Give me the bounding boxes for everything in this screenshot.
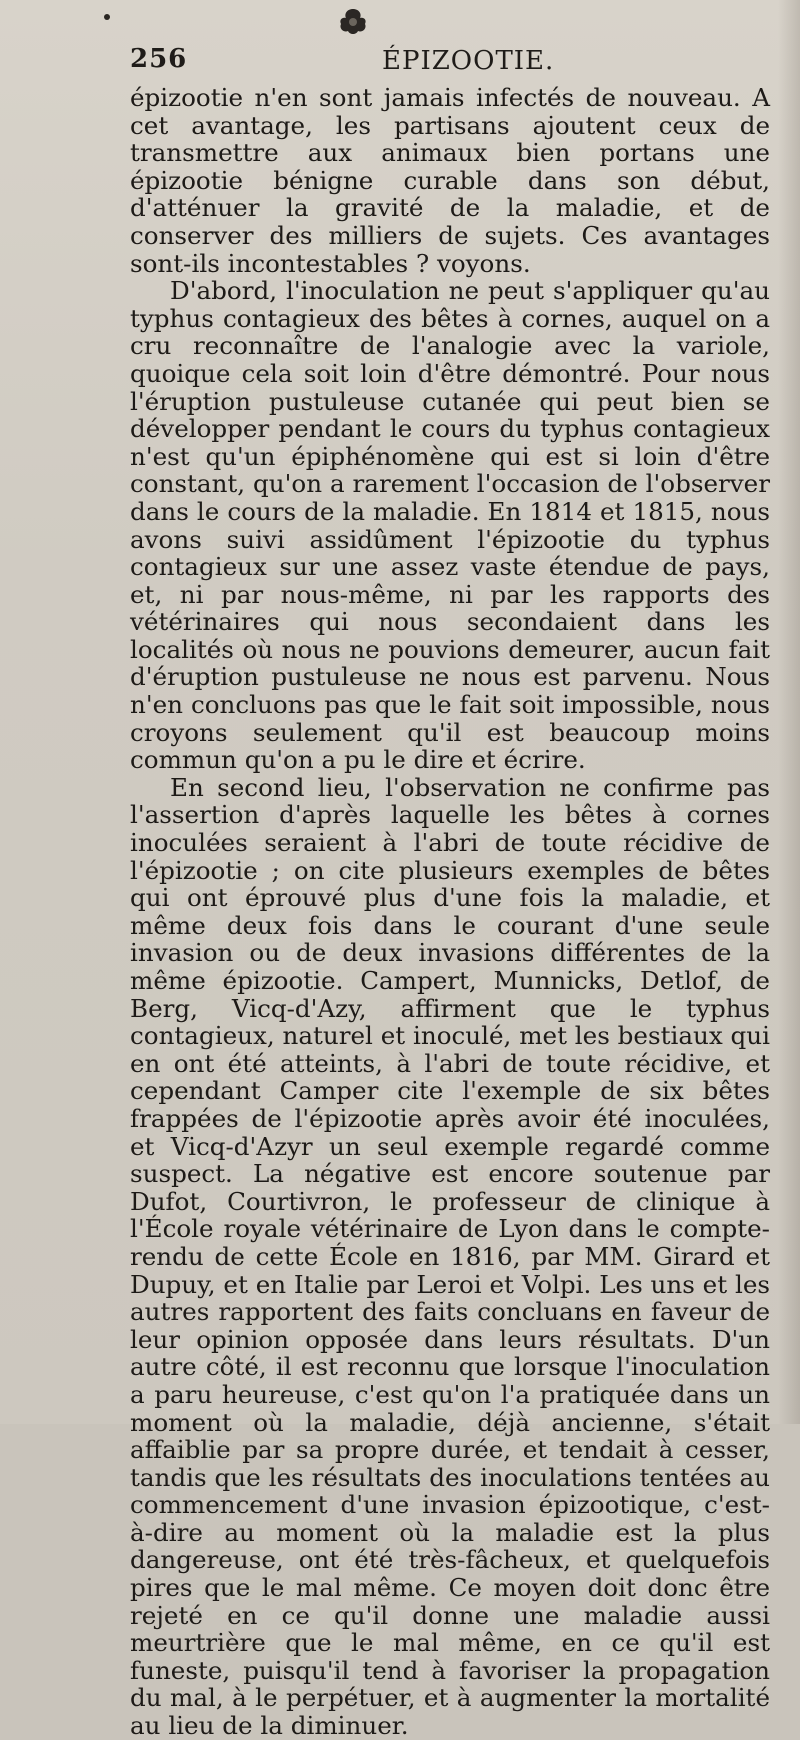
page-number: 256 — [130, 44, 188, 74]
page-edge-shadow — [778, 0, 800, 1424]
body-text — [130, 84, 770, 1740]
running-title: ÉPIZOOTIE. — [382, 46, 555, 76]
printer-ornament-icon — [336, 6, 370, 38]
paragraph-first-point: D'abord, l'inoculation ne peut s'appliquer qu'au typhus contagieux des bêtes à cornes, auquel on a cru reconnaître de l'analogie avec la variole, quoique cela soit loin d'être démontré. Pour nous l'éruption pustuleuse cutanée qui peut bien se développer pendant le cours du typhus contagieux n'est qu'un épiphénomène qui est si loin d'être constant, qu'on a rarement l'occasion de l'observer dans le cours de la maladie. En 1814 et 1815, nous avons suivi assidûment l'épizootie du typhus contagieux sur une assez vaste étendue de pays, et, ni par nous-même, ni par les rapports des vétérinaires qui nous secondaient dans les localités où nous ne pouvions demeurer, aucun fait d'éruption pustuleuse ne nous est parvenu. Nous n'en concluons pas que le fait soit impossible, nous croyons seulement qu'il est beaucoup moins commun qu'on a pu le dire et écrire. — [130, 276, 770, 775]
paragraph-second-point: En second lieu, l'observation ne confirme pas l'assertion d'après laquelle les bêtes à cornes inoculées seraient à l'abri de toute récidive de l'épizootie ; on cite plusieurs exemples de bêtes qui ont éprouvé plus d'une fois la maladie, et même deux fois dans le courant d'une seule invasion ou de deux invasions différentes de la même épizootie. Campert, Munnicks, Detlof, de Berg, Vicq-d'Azy, affirment que le typhus contagieux, naturel et inoculé, met les bestiaux qui en ont été atteints, à l'abri de toute récidive, et cependant Camper cite l'exemple de six bêtes frappées de l'épizootie après avoir été inoculées, et Vicq-d'Azyr un seul exemple regardé comme suspect. La négative est encore soutenue par Dufot, Courtivron, le professeur de clinique à l'École royale vétérinaire de Lyon dans le compte-rendu de cette École en 1816, par MM. Girard et Dupuy, et en Italie par Leroi et Volpi. Les uns et les autres rapportent des faits concluans en faveur de leur opinion opposée dans leurs résultats. D'un autre côté, il est reconnu que lorsque l'inoculation a paru heureuse, c'est qu'on l'a pratiquée dans un moment où la maladie, déjà ancienne, s'était affaiblie par sa propre durée, et tendait à cesser, tandis que les résultats des inoculations tentées au commencement d'une invasion épizootique, c'est-à-dire au moment où la maladie est la plus dangereuse, ont été très-fâcheux, et quelquefois pires que le mal même. Ce moyen doit donc être rejeté en ce qu'il donne une maladie aussi meurtrière que le mal même, en ce qu'il est funeste, puisqu'il tend à favoriser la propagation du mal, à le perpétuer, et à augmenter la mortalité au lieu de la diminuer. — [130, 772, 770, 1740]
page-header — [130, 44, 770, 84]
ink-spot — [104, 14, 110, 20]
paragraph-continued: épizootie n'en sont jamais infectés de nouveau. A cet avantage, les partisans ajoutent ceux de transmettre aux animaux bien portans une épizootie bénigne curable dans son début, d'atténuer la gravité de la maladie, et de conserver des milliers de sujets. Ces avantages sont-ils incontestables ? voyons. — [130, 83, 770, 278]
